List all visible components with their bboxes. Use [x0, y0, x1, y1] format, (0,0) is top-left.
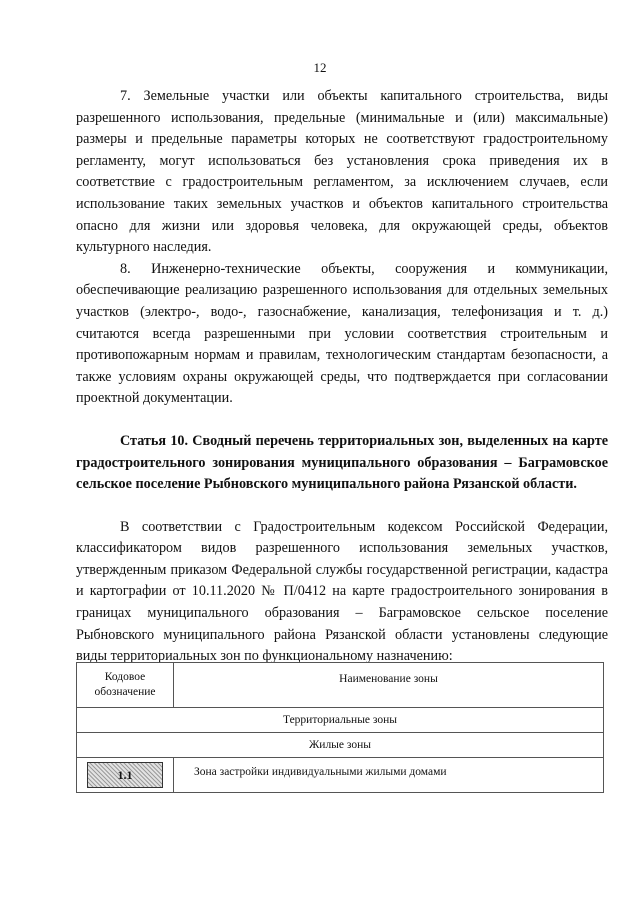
- article-10-intro: В соответствии с Градостроительным кодексом Российской Федерации, классификатором видов разрешенного использования земельных участков, утвержденным приказом Федеральной службы государственной регистрации, кадастра и картографии от 10.11.2020 № П/0412 на карте градостроительного зонирования в границах муниципального образования – Баграмовское сельское поселение Рыбновского муниципального района Рязанской области установлены следующие виды территориальных зон по функциональному назначению:: [76, 518, 608, 665]
- article-10-heading: Статья 10. Сводный перечень территориальных зон, выделенных на карте градостроительного зонирования муниципального образования – Баграмовское сельское поселение Рыбновского муниципального района Рязанской области.: [76, 432, 608, 493]
- table-section-row: [77, 708, 604, 733]
- header-name-cell: Наименование зоны: [174, 663, 604, 708]
- paragraph-7: 7. Земельные участки или объекты капитального строительства, виды разрешенного использования, предельные (минимальные и (или) максимальные) размеры и предельные параметры которых не соответствуют градостроительному регламенту, могут использоваться без установления срока приведения их в соответствие с градостроительным регламентом, за исключением случаев, если использование таких земельных участков и объектов капитального строительства опасно для жизни или здоровья человека, для окружающей среды, объектов культурного наследия.: [76, 88, 608, 256]
- paragraph-8: 8. Инженерно-технические объекты, сооружения и коммуникации, обеспечивающие реализацию разрешенного использования для отдельных земельных участков (электро-, водо-, газоснабжение, канализация, телефонизация и т. д.) считаются всегда разрешенными при условии соответствия строительным и противопожарным нормам и правилам, технологическим стандартам безопасности, а также условиям охраны окружающей среды, что подтверждается при согласовании проектной документации.: [76, 260, 608, 407]
- table-subsection-row: [77, 733, 604, 758]
- section-territorial-zones: Территориальные зоны: [77, 708, 604, 733]
- table-header-row: [77, 663, 604, 708]
- subsection-residential-zones: Жилые зоны: [77, 733, 604, 758]
- zones-table: [76, 662, 604, 793]
- table-row: [77, 758, 604, 793]
- zone-code-badge: 1.1: [87, 762, 163, 788]
- header-code-cell: Кодовое обозначение: [77, 663, 174, 708]
- page-number: 12: [313, 60, 327, 75]
- zone-name-cell: Зона застройки индивидуальными жилыми домами: [174, 758, 604, 793]
- zone-code-cell: [77, 758, 174, 793]
- document-body: [76, 86, 608, 668]
